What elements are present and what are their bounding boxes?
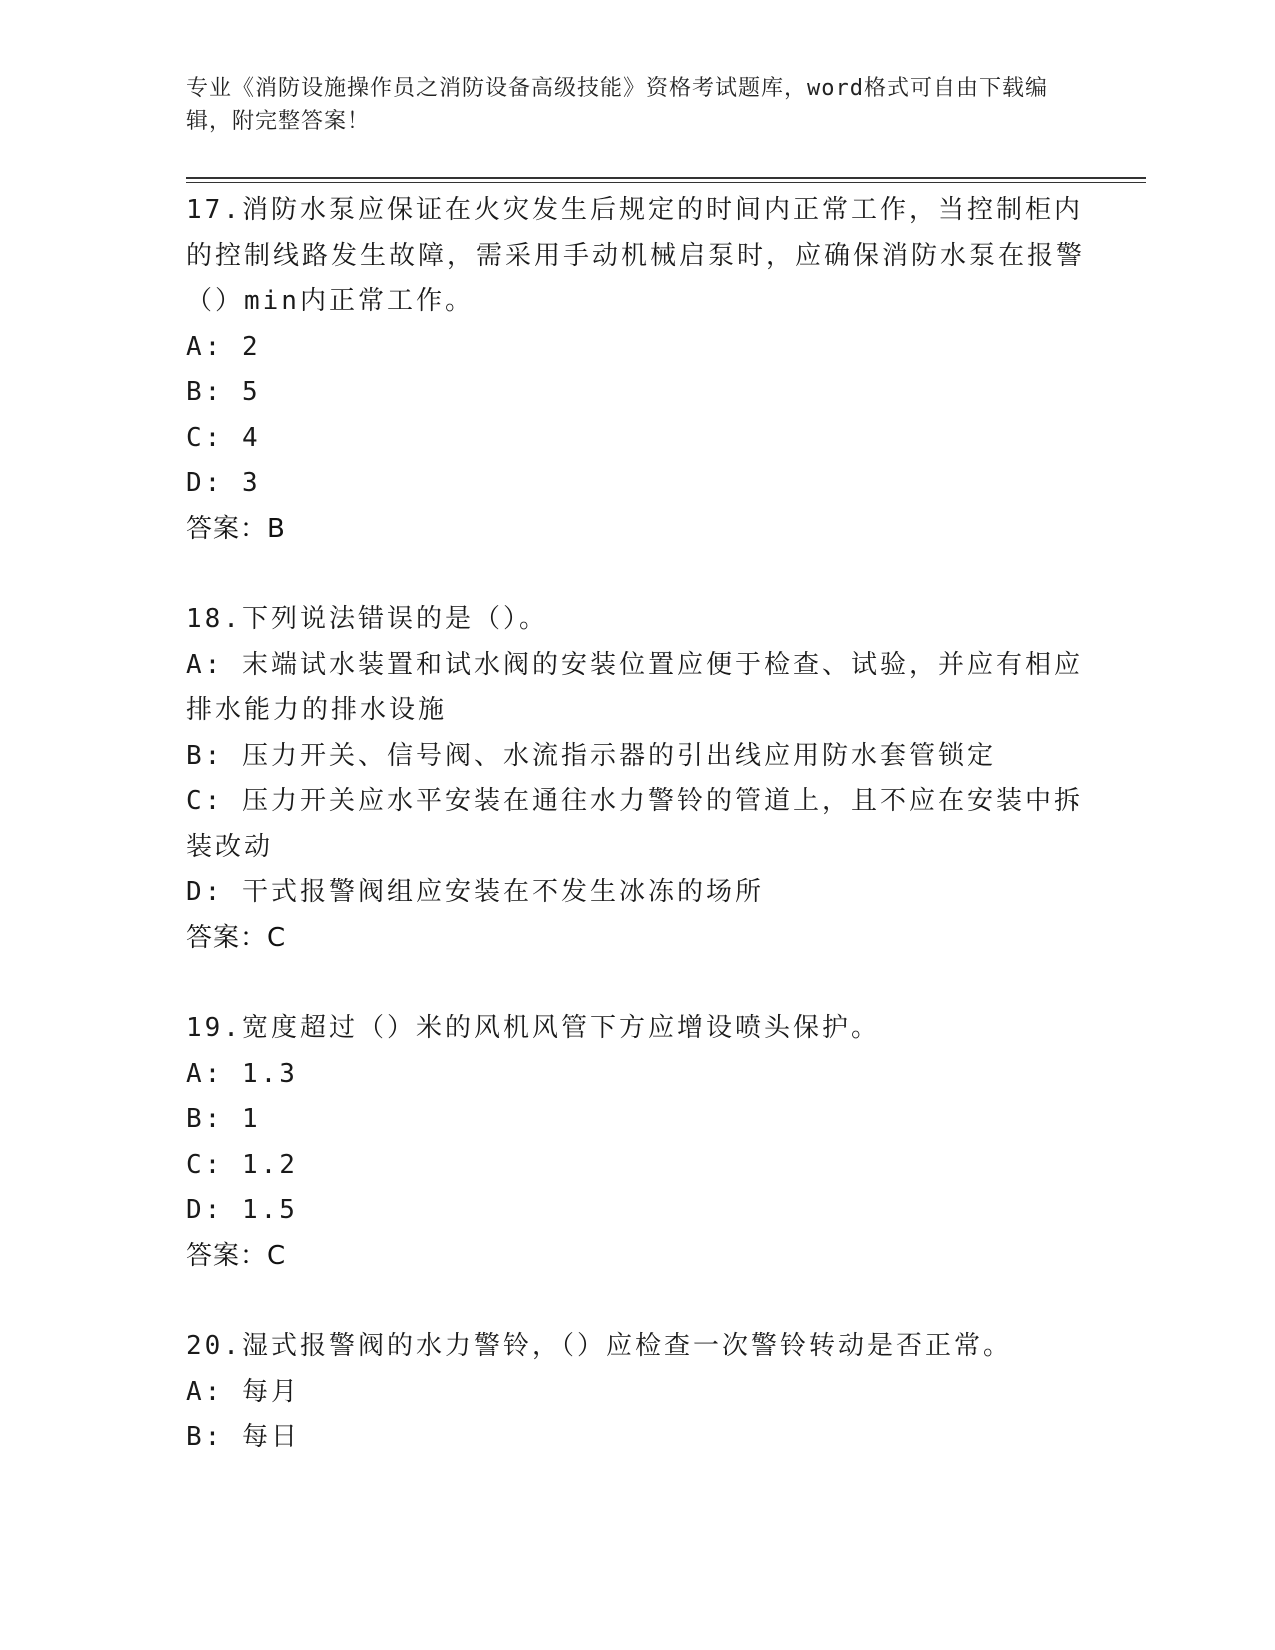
option-d: D: 干式报警阀组应安装在不发生冰冻的场所: [186, 877, 764, 907]
option-d: D: 3: [186, 468, 261, 498]
spacer: [186, 552, 1086, 597]
answer-line: 答案：B: [186, 513, 286, 544]
header-rule-thick: [186, 177, 1146, 179]
spacer: [186, 1279, 1086, 1324]
option-d: D: 1.5: [186, 1195, 298, 1225]
question-stem: 17.消防水泵应保证在火灾发生后规定的时间内正常工作，当控制柜内的控制线路发生故障，需采用手动机械启泵时，应确保消防水泵在报警（）min内正常工作。: [186, 195, 1086, 316]
document-header: 专业《消防设施操作员之消防设备高级技能》资格考试题库，word格式可自由下载编辑，附完整答案！: [186, 76, 1048, 134]
option-c: C: 压力开关应水平安装在通往水力警铃的管道上，且不应在安装中拆装改动: [186, 786, 1083, 862]
question-stem: 18.下列说法错误的是（）。: [186, 604, 548, 634]
option-a: A: 每月: [186, 1376, 300, 1407]
option-a: A: 末端试水装置和试水阀的安装位置应便于检查、试验，并应有相应排水能力的排水设施: [186, 649, 1083, 725]
question-list: [186, 188, 1086, 1461]
answer-line: 答案：C: [186, 1240, 287, 1271]
option-b: B: 压力开关、信号阀、水流指示器的引出线应用防水套管锁定: [186, 740, 996, 771]
question-20: [186, 1324, 1086, 1461]
spacer: [186, 961, 1086, 1006]
option-a: A: 2: [186, 331, 261, 362]
question-stem: 19.宽度超过（）米的风机风管下方应增设喷头保护。: [186, 1013, 880, 1043]
question-stem: 20.湿式报警阀的水力警铃，（）应检查一次警铃转动是否正常。: [186, 1331, 1012, 1361]
question-19: [186, 1006, 1086, 1279]
option-c: C: 4: [186, 422, 261, 453]
option-b: B: 1: [186, 1104, 261, 1134]
question-17: [186, 188, 1086, 552]
option-c: C: 1.2: [186, 1149, 298, 1180]
header-rule-thin: [186, 182, 1146, 183]
option-b: B: 5: [186, 377, 261, 407]
answer-line: 答案：C: [186, 922, 287, 953]
question-18: [186, 597, 1086, 961]
option-b: B: 每日: [186, 1422, 300, 1452]
option-a: A: 1.3: [186, 1058, 298, 1089]
